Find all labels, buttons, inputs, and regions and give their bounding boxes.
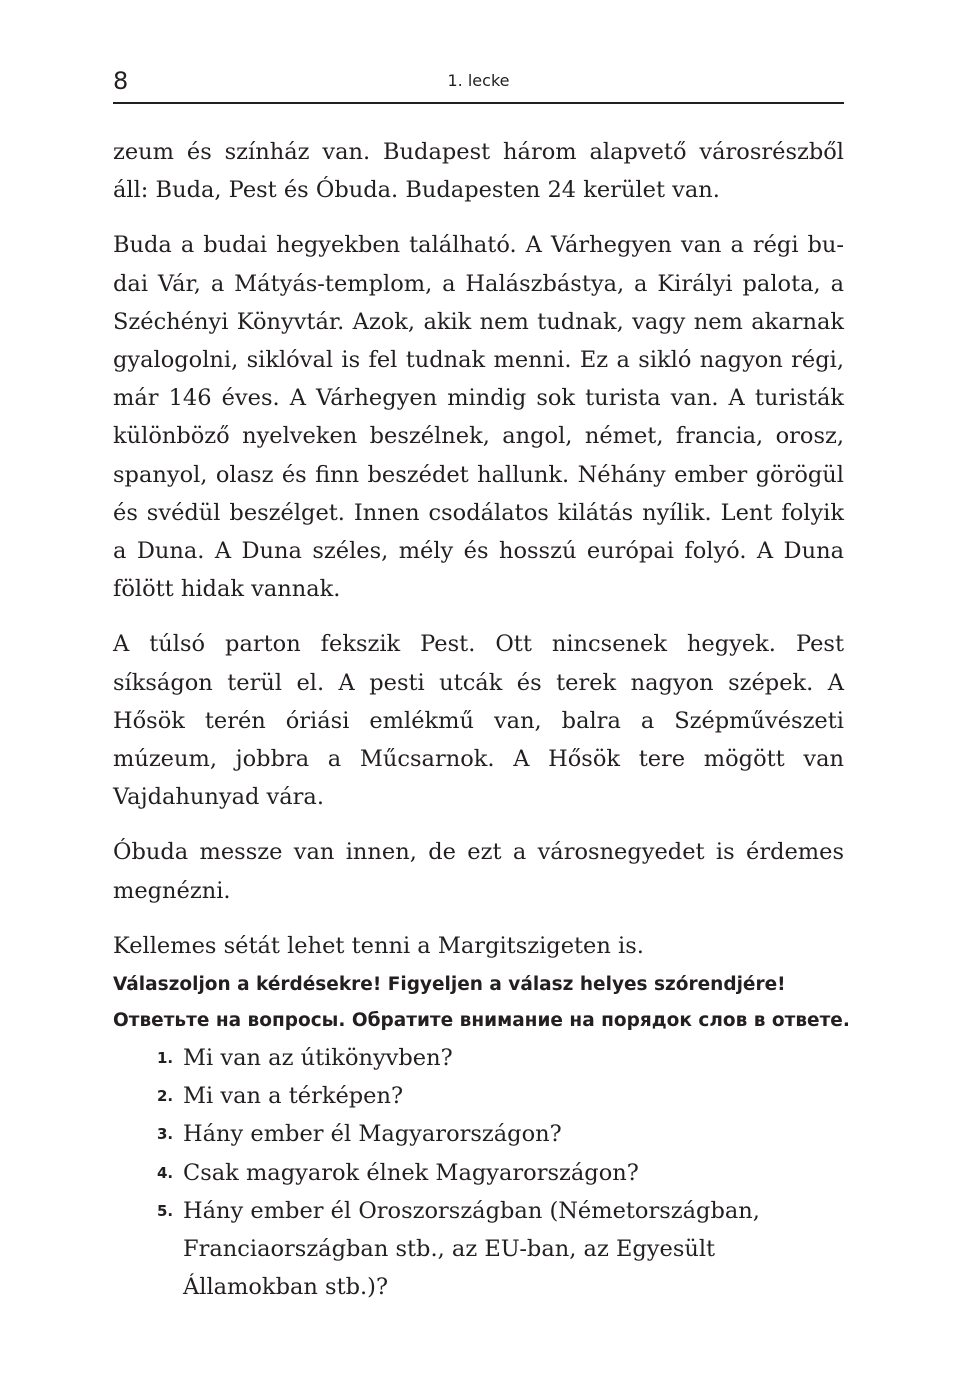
instruction-russian: Ответьте на вопросы. Обратите внимание на порядок слов в ответе. bbox=[113, 1010, 850, 1031]
question-item bbox=[157, 1077, 844, 1115]
paragraph: Kellemes sétát lehet tenni a Margitszigeten is. bbox=[113, 932, 644, 959]
question-item bbox=[157, 1039, 844, 1077]
question-number: 5. bbox=[157, 1201, 174, 1220]
question-number: 4. bbox=[157, 1163, 174, 1182]
running-head: 1. lecke bbox=[447, 71, 510, 90]
question-text: Hány ember él Magyarországon? bbox=[183, 1121, 562, 1148]
question-number: 2. bbox=[157, 1087, 174, 1106]
question-text: Mi van a térképen? bbox=[183, 1083, 404, 1110]
paragraph: A túlsó parton fekszik Pest. Ott nincsenek hegyek. Pest síkságon terül el. A pesti utcák és terek nagyon szépek. A Hősök terén óriási emlékmű van, balra a Szépművészeti múzeum, jobbra a Műcsarnok. A Hősök tere mögött van Vajdahunyad vára. bbox=[113, 631, 844, 811]
page-number: 8 bbox=[113, 67, 129, 95]
instruction-hungarian: Válaszoljon a kérdésekre! Figyeljen a válasz helyes szórendjére! bbox=[113, 974, 786, 995]
question-text: Csak magyarok élnek Magyarországon? bbox=[183, 1159, 639, 1186]
paragraph: zeum és színház van. Budapest három alapvető városrészből áll: Buda, Pest és Óbuda. Budapesten 24 kerület van. bbox=[113, 139, 844, 204]
question-text: Mi van az útikönyvben? bbox=[183, 1045, 453, 1071]
page-header bbox=[113, 64, 844, 104]
question-number: 3. bbox=[157, 1125, 174, 1144]
question-number: 1. bbox=[157, 1049, 174, 1067]
question-item bbox=[157, 1154, 844, 1192]
paragraph: Óbuda messze van innen, de ezt a városnegyedet is érdemes megnézni. bbox=[113, 839, 844, 904]
question-list bbox=[113, 1039, 844, 1306]
question-item bbox=[157, 1192, 844, 1307]
question-item bbox=[157, 1115, 844, 1153]
paragraph: Buda a budai hegyekben található. A Várhegyen van a régi budai Vár, a Mátyás-templom, a Halászbástya, a Királyi palota, a Széchényi Könyvtár. Azok, akik nem tudnak, vagy nem akarnak gyalogolni, siklóval is fel tudnak menni. Ez a sikló nagyon régi, már 146 éves. A Várhegyen mindig sok turista van. A turisták különböző nyelveken beszélnek, angol, német, francia, orosz, spanyol, olasz és finn beszédet hallunk. Néhány ember görögül és svédül beszélget. Innen csodálatos kilátás nyílik. Lent folyik a Duna. A Duna széles, mély és hosszú európai folyó. A Duna fölött hidak vannak. bbox=[113, 232, 844, 603]
question-text: Hány ember él Oroszországban (Németországban, Franciaországban stb., az EU-ban, az Egyesült Államokban stb.)? bbox=[183, 1197, 760, 1301]
exercise-section bbox=[113, 967, 850, 1306]
reading-text bbox=[113, 133, 844, 965]
